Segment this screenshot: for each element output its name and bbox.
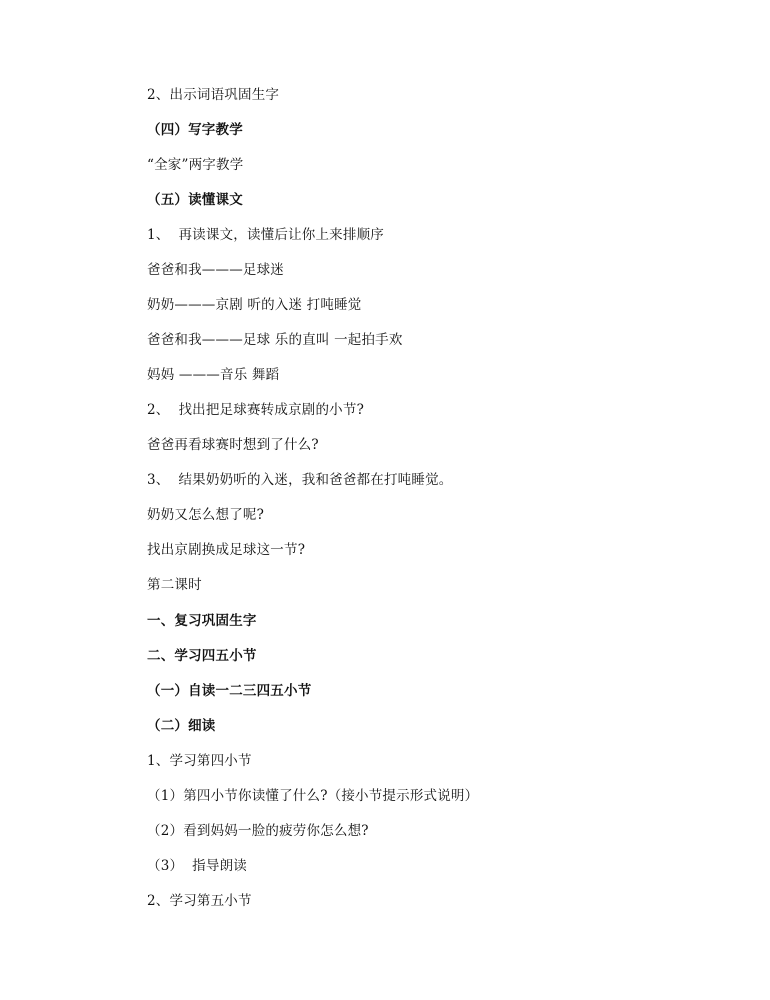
line-6: 爸爸和我———足球迷 <box>147 262 284 278</box>
heading-self-read: （一）自读一二三四五小节 <box>147 683 312 699</box>
line-20: 1、学习第四小节 <box>147 753 252 769</box>
line-7: 奶奶———京剧 听的入迷 打吨睡觉 <box>147 297 362 313</box>
line-15: 第二课时 <box>147 577 202 593</box>
heading-review: 一、复习巩固生字 <box>147 613 257 629</box>
line-10: 2、 找出把足球赛转成京剧的小节? <box>147 402 365 418</box>
heading-study: 二、学习四五小节 <box>147 648 257 664</box>
line-24: 2、学习第五小节 <box>147 893 252 909</box>
line-14: 找出京剧换成足球这一节? <box>147 542 306 558</box>
line-12: 3、 结果奶奶听的入迷，我和爸爸都在打吨睡觉。 <box>147 472 453 488</box>
heading-close-read: （二）细读 <box>147 718 216 734</box>
line-3: “全家”两字教学 <box>147 157 244 173</box>
line-22: （2）看到妈妈一脸的疲劳你怎么想? <box>147 823 369 839</box>
heading-reading: （五）读懂课文 <box>147 192 243 208</box>
line-23: （3） 指导朗读 <box>147 858 247 874</box>
line-5: 1、 再读课文，读懂后让你上来排顺序 <box>147 227 384 243</box>
line-8: 爸爸和我———足球 乐的直叫 一起拍手欢 <box>147 332 403 348</box>
line-9: 妈妈 ———音乐 舞蹈 <box>147 367 280 383</box>
line-21: （1）第四小节你读懂了什么?（接小节提示形式说明） <box>147 788 479 804</box>
line-11: 爸爸再看球赛时想到了什么? <box>147 437 319 453</box>
heading-writing: （四）写字教学 <box>147 122 243 138</box>
line-13: 奶奶又怎么想了呢? <box>147 507 265 523</box>
line-1: 2、出示词语巩固生字 <box>147 87 280 103</box>
